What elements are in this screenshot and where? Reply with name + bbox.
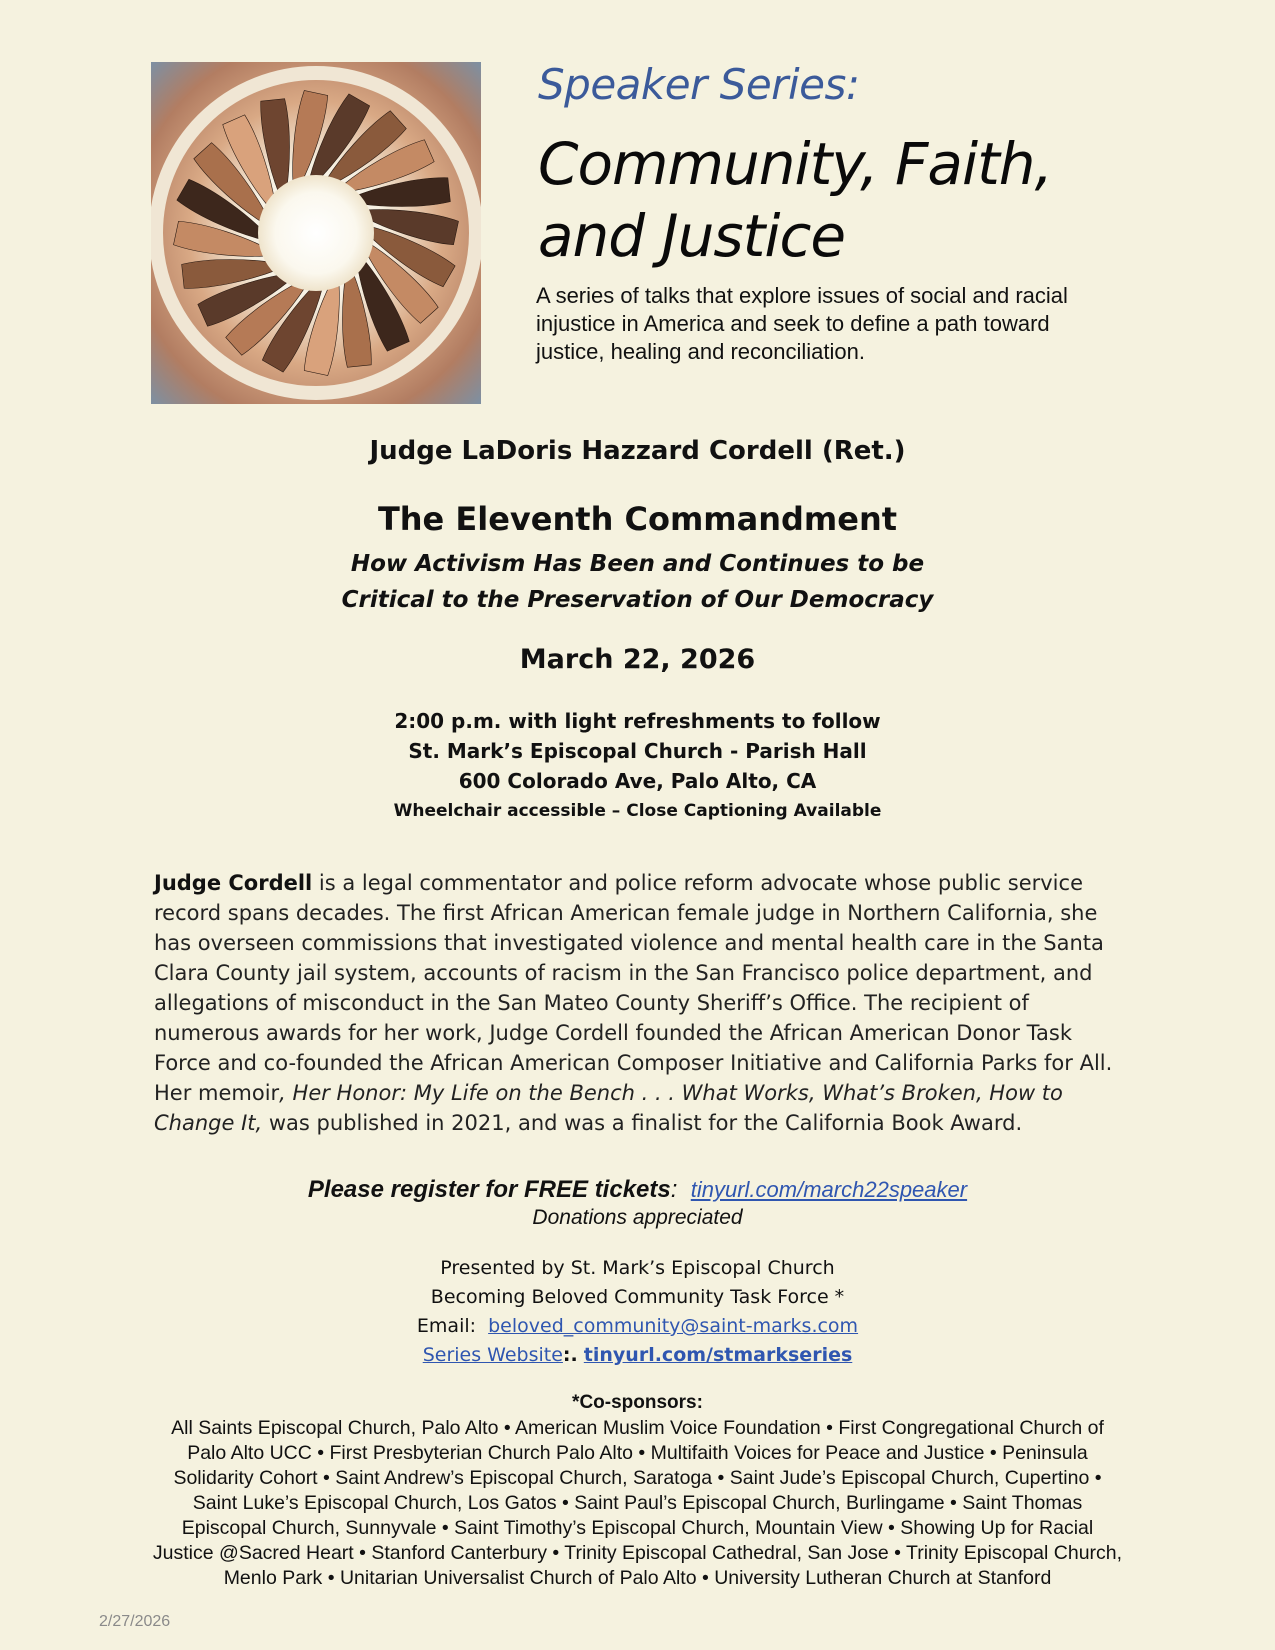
registration-colon: : bbox=[670, 1176, 678, 1203]
event-address: 600 Colorado Ave, Palo Alto, CA bbox=[458, 769, 817, 793]
talk-subtitle-line2: Critical to the Preservation of Our Democracy bbox=[341, 587, 934, 613]
presenter-line2: Becoming Beloved Community Task Force * bbox=[430, 1286, 845, 1308]
talk-title: The Eleventh Commandment bbox=[377, 500, 898, 538]
speaker-name: Judge LaDoris Hazzard Cordell (Ret.) bbox=[369, 436, 906, 466]
bio-name: Judge Cordell bbox=[154, 871, 313, 895]
bio-text: is a legal commentator and police reform advocate whose public service record spans decades. The first African American female judge in Northern California, she has overseen commissions that investigated violence and mental health care in the Santa Clara County jail system, accounts of racism in the San Francisco police department, and allegations of misconduct in the San Mateo County Sheriff’s Office. The recipient of numerous awards for her work, Judge Cordell founded the African American Donor Task Force and co-founded the African American Composer Initiative and California Parks for All. Her memoir bbox=[154, 871, 1113, 1105]
event-accessibility: Wheelchair accessible – Close Captioning Available bbox=[393, 801, 882, 821]
donations-note: Donations appreciated bbox=[532, 1206, 743, 1229]
registration-link[interactable]: tinyurl.com/march22speaker bbox=[690, 1177, 968, 1202]
series-title-line1: Community, Faith, bbox=[538, 130, 1053, 198]
series-label: Speaker Series: bbox=[538, 60, 860, 109]
hands-circle-logo bbox=[151, 62, 481, 404]
series-website-link[interactable]: tinyurl.com/stmarkseries bbox=[583, 1344, 853, 1366]
email-link[interactable]: beloved_community@saint-marks.com bbox=[488, 1315, 859, 1337]
cosponsors-list: All Saints Episcopal Church, Palo Alto • American Muslim Voice Foundation • First Congregational Church of Palo Alto UCC • First Presbyterian Church Palo Alto • Multifaith Voices for Peace and Justice • Peninsula Solidarity Cohort • Saint Andrew’s Episcopal Church, Saratoga • Saint Jude’s Episcopal Church, Cupertino • Saint Luke’s Episcopal Church, Los Gatos • Saint Paul’s Episcopal Church, Burlingame • Saint Thomas Episcopal Church, Sunnyvale • Saint Timothy’s Episcopal Church, Mountain View • Showing Up for Racial Justice @Sacred Heart • Stanford Canterbury • Trinity Episcopal Cathedral, San Jose • Trinity Episcopal Church, Menlo Park • Unitarian Universalist Church of Palo Alto • University Lutheran Church at Stanford bbox=[152, 1417, 1123, 1589]
event-venue: St. Mark’s Episcopal Church - Parish Hall bbox=[408, 739, 867, 763]
talk-subtitle bbox=[0, 546, 1275, 618]
series-title bbox=[538, 128, 1098, 272]
talk-subtitle-line1: How Activism Has Been and Continues to be bbox=[350, 551, 925, 577]
event-date: March 22, 2026 bbox=[519, 644, 756, 675]
series-description: A series of talks that explore issues of social and racial injustice in America and seek to define a path toward justice, healing and reconciliation. bbox=[536, 283, 1068, 364]
series-website-label-link[interactable]: Series Website bbox=[422, 1344, 563, 1366]
cosponsors-heading: *Co-sponsors: bbox=[572, 1392, 703, 1413]
presenter-website-line bbox=[0, 1341, 1275, 1370]
bio-text-end: was published in 2021, and was a finalist for the California Book Award. bbox=[262, 1111, 1023, 1135]
event-time: 2:00 p.m. with light refreshments to follow bbox=[394, 709, 881, 733]
series-title-line2: and Justice bbox=[538, 202, 846, 270]
registration-lead: Please register for FREE tickets bbox=[307, 1176, 671, 1203]
bio-book-title: , Her Honor: My Life on the Bench . . . What Works, What’s Broken, How to Change It, bbox=[154, 1081, 1063, 1135]
registration-line bbox=[0, 1176, 1275, 1204]
footer-date: 2/27/2026 bbox=[99, 1613, 171, 1630]
hands-circle-icon bbox=[151, 62, 481, 404]
presenter-line1: Presented by St. Mark’s Episcopal Church bbox=[440, 1257, 835, 1279]
email-label: Email: bbox=[416, 1315, 477, 1337]
speaker-bio bbox=[154, 868, 1129, 1138]
event-details bbox=[0, 706, 1275, 826]
presenter-email-line bbox=[0, 1312, 1275, 1341]
website-separator: :. bbox=[562, 1344, 578, 1366]
presenter-block bbox=[0, 1254, 1275, 1370]
